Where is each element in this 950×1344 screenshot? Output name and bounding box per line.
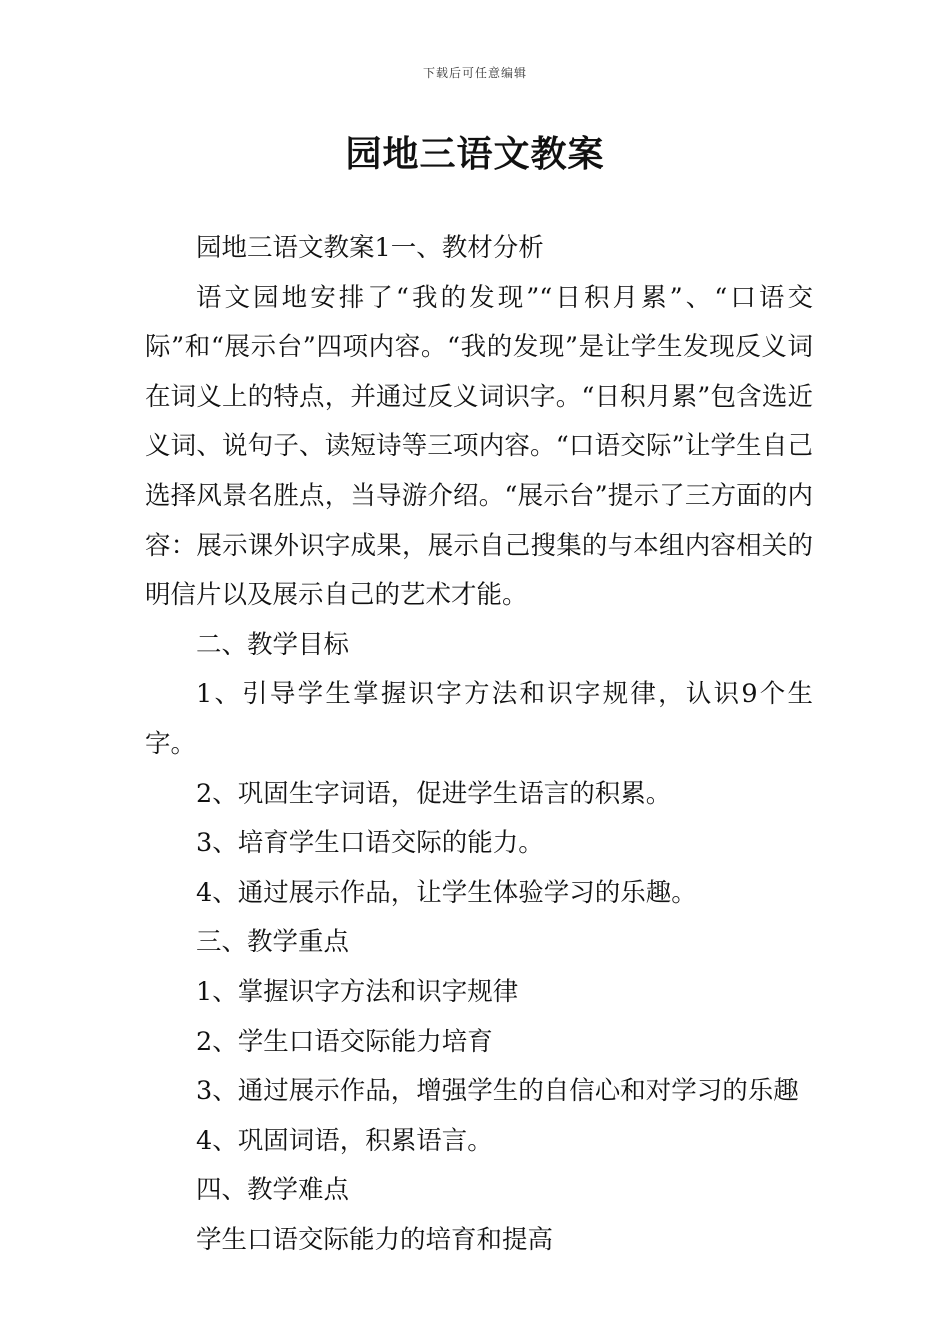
goal-item-2: 2、巩固生字词语，促进学生语言的积累。 <box>196 778 672 809</box>
key-point-item-4: 4、巩固词语，积累语言。 <box>196 1125 493 1156</box>
document-title: 园地三语文教案 <box>345 134 605 175</box>
goal-item-3: 3、培育学生口语交际的能力。 <box>196 828 544 859</box>
document-body <box>145 224 813 1265</box>
difficulty-item-1: 学生口语交际能力的培育和提高 <box>196 1224 554 1255</box>
section-heading-goals: 二、教学目标 <box>196 629 350 660</box>
key-point-item-1: 1、掌握识字方法和识字规律 <box>196 976 519 1007</box>
section-heading-key-points: 三、教学重点 <box>196 927 350 958</box>
header-note: 下载后可任意编辑 <box>422 66 527 80</box>
goal-item-4: 4、通过展示作品，让学生体验学习的乐趣。 <box>196 877 697 908</box>
key-point-item-3: 3、通过展示作品，增强学生的自信心和对学习的乐趣 <box>196 1076 799 1107</box>
paragraph-intro: 园地三语文教案1一、教材分析 <box>196 233 544 263</box>
goal-item-1: 1、引导学生掌握识字方法和识字规律，认识9个生字。 <box>145 679 813 759</box>
paragraph-analysis: 语文园地安排了“我的发现”“日积月累”、“口语交际”和“展示台”四项内容。“我的发现”是让学生发现反义词在词义上的特点，并通过反义词识字。“日积月累”包含选近义词、说句子、读短诗等三项内容。“口语交际”让学生自己选择风景名胜点，当导游介绍。“展示台”提示了三方面的内容：展示课外识字成果，展示自己搜集的与本组内容相关的明信片以及展示自己的艺术才能。 <box>145 282 813 611</box>
key-point-item-2: 2、学生口语交际能力培育 <box>196 1026 493 1057</box>
section-heading-difficulties: 四、教学难点 <box>196 1175 350 1206</box>
